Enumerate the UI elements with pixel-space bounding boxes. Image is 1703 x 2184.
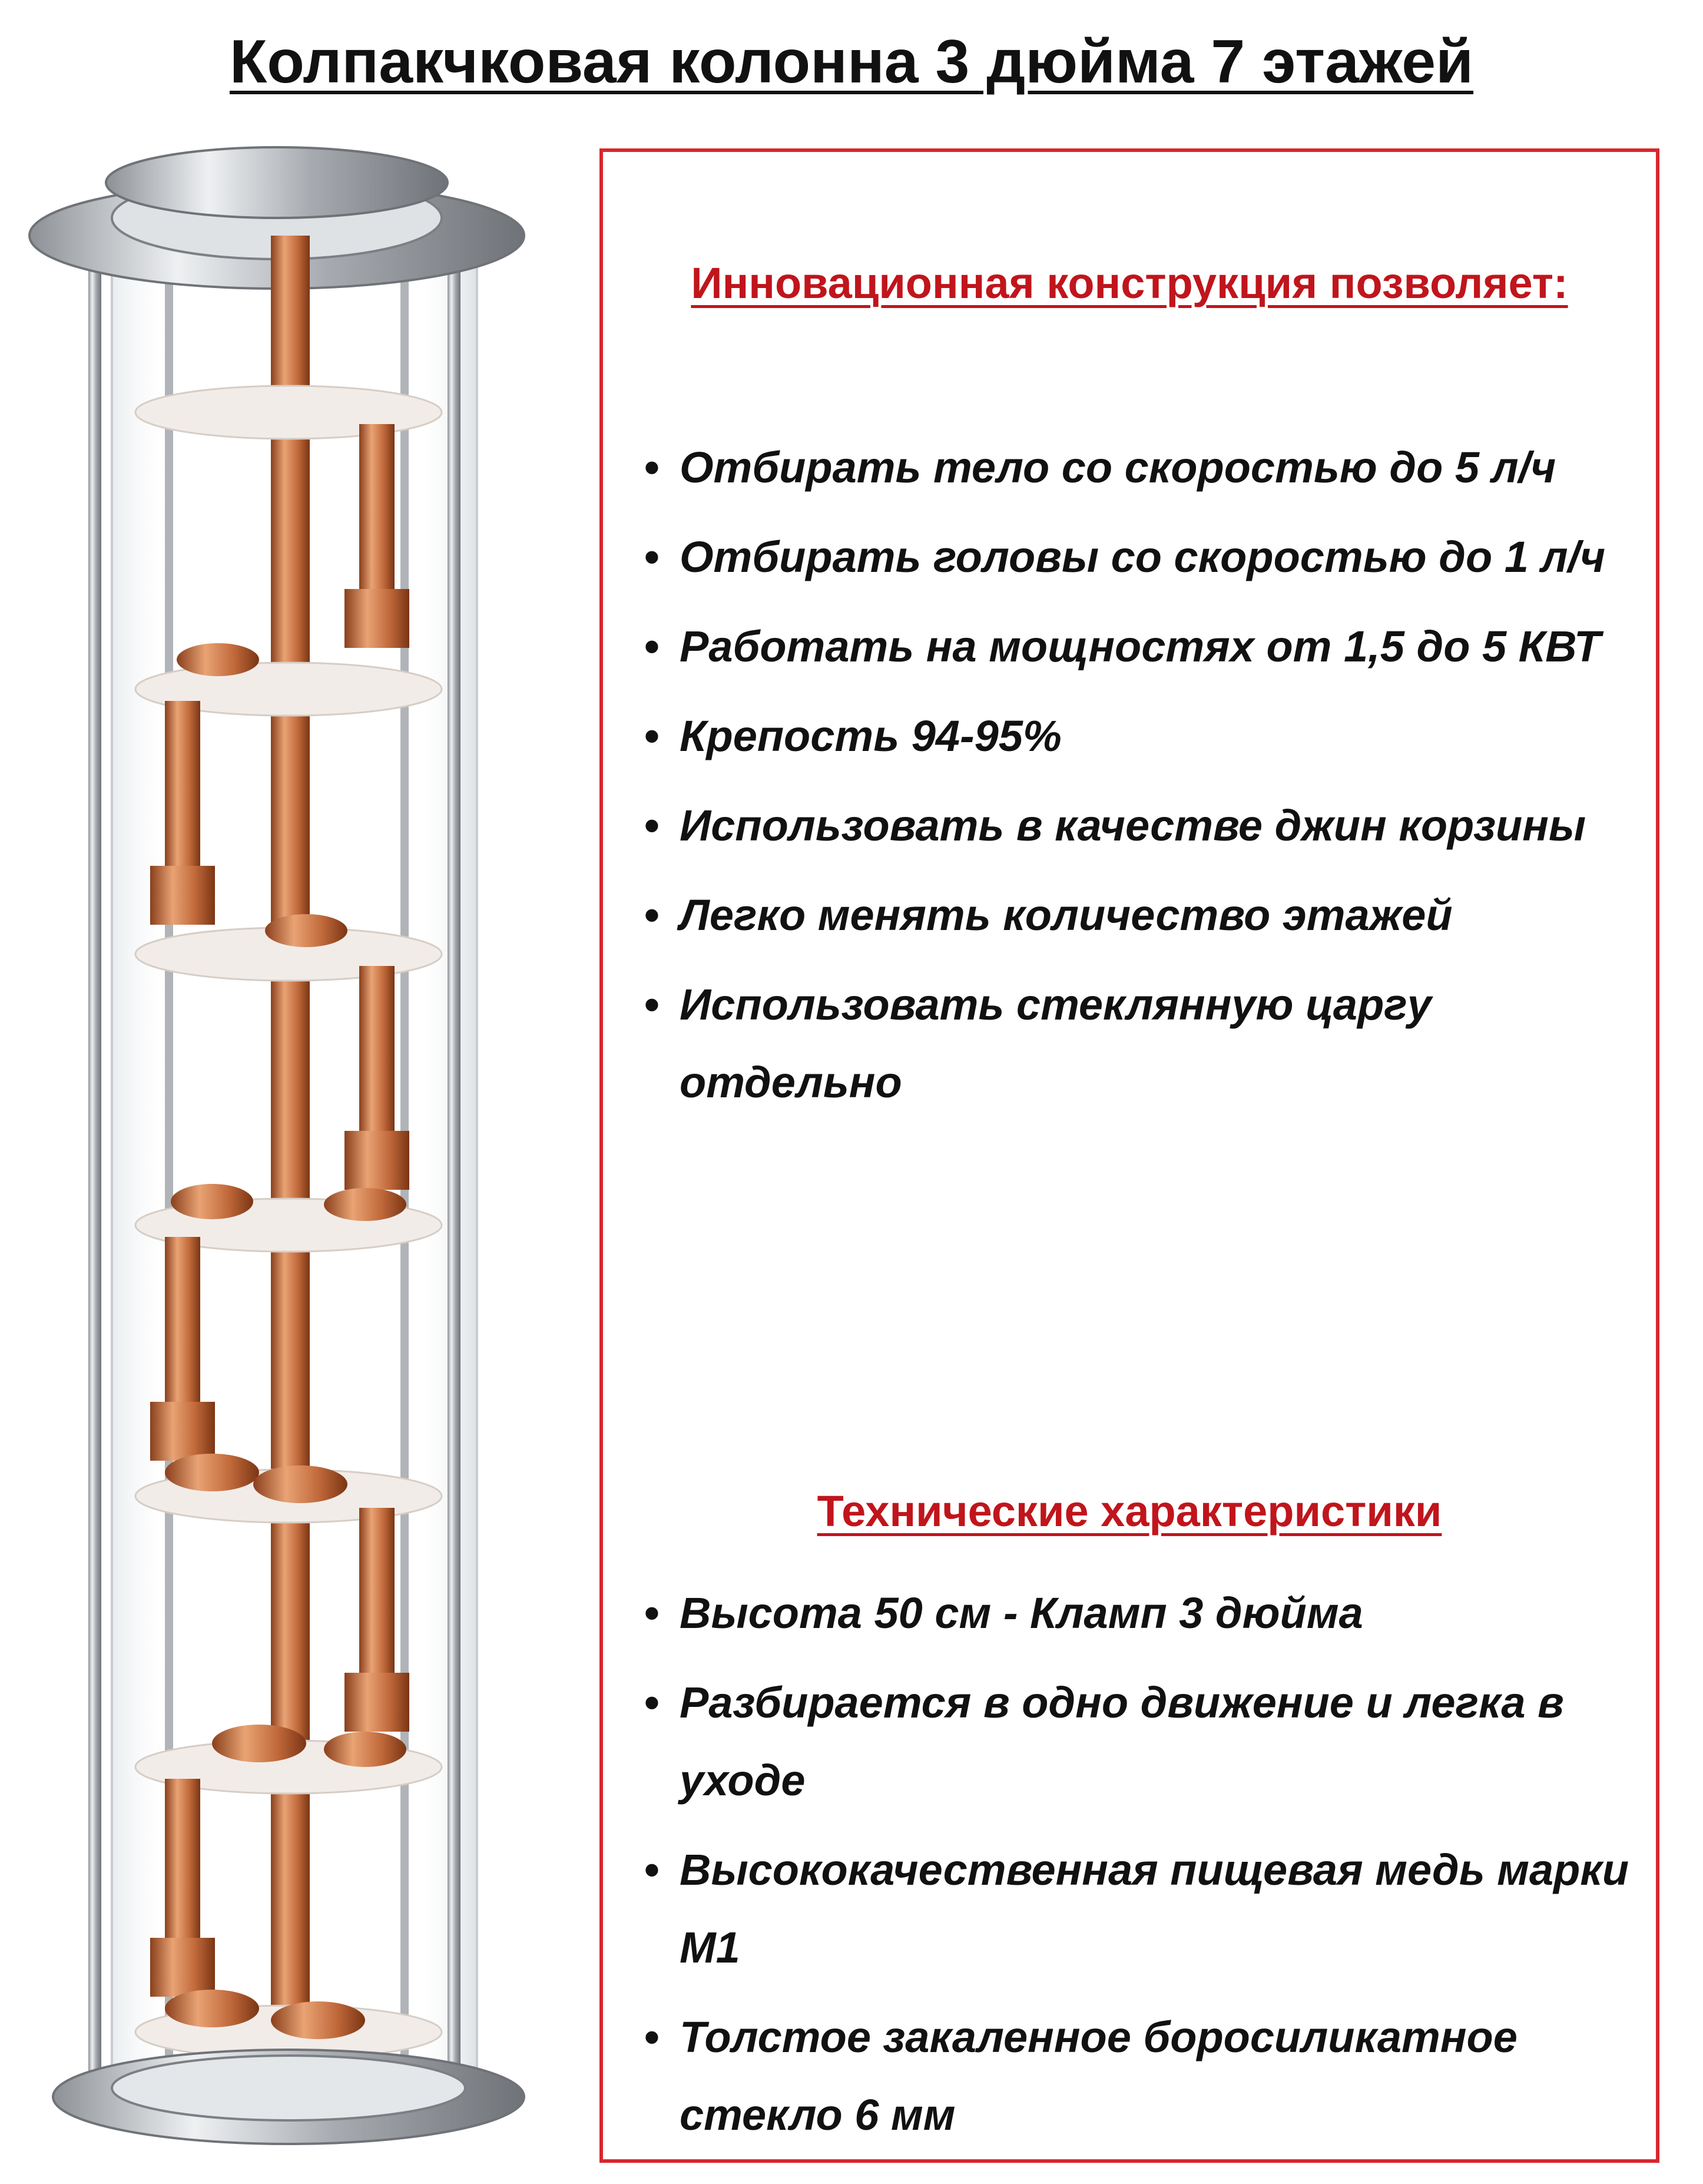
downcomer-6-cup — [150, 1938, 215, 1997]
list-item: • Отбирать головы со скоростью до 1 л/ч — [644, 518, 1645, 596]
list-item: • Высота 50 см - Кламп 3 дюйма — [644, 1574, 1645, 1652]
downcomer-4-cup — [150, 1402, 215, 1461]
bullet-icon: • — [644, 1678, 660, 1727]
list-item: • Разбирается в одно движение и легка в уходе — [644, 1664, 1645, 1819]
rod-left — [88, 247, 101, 2097]
list-item: • Отбирать тело со скоростью до 5 л/ч — [644, 429, 1645, 507]
bullet-icon: • — [644, 532, 660, 581]
list-item: • Легко менять количество этажей — [644, 876, 1645, 954]
list-item: • Использовать в качестве джин корзины — [644, 787, 1645, 865]
cap-4 — [324, 1188, 406, 1221]
downcomer-2-cup — [150, 866, 215, 925]
bullet-icon: • — [644, 801, 660, 850]
downcomer-1-cup — [344, 589, 409, 648]
rod-right — [448, 247, 460, 2097]
list-item: • Толстое закаленное боросиликатное стекло 6 мм — [644, 1998, 1645, 2154]
downcomer-5-cup — [344, 1673, 409, 1732]
cap-7 — [212, 1725, 306, 1762]
features-list — [644, 429, 1645, 1133]
specs-list — [644, 1574, 1645, 2166]
cap-10 — [271, 2001, 365, 2039]
plate-1 — [135, 386, 442, 439]
top-flange-top — [106, 147, 448, 218]
page-title: Колпакчковая колонна 3 дюйма 7 этажей — [229, 28, 1474, 96]
section-heading-features: Инновационная конструкция позволяет: — [691, 259, 1568, 307]
central-tube — [271, 236, 310, 2091]
list-item: • Высококачественная пищевая медь марки М1 — [644, 1831, 1645, 1987]
bottom-flange-inner — [112, 2056, 465, 2120]
bullet-icon: • — [644, 1589, 660, 1637]
cap-2 — [265, 914, 347, 947]
list-item: • Использовать стеклянную царгу отдельно — [644, 966, 1645, 1121]
cap-9 — [165, 1990, 259, 2027]
cap-6 — [253, 1465, 347, 1503]
bullet-icon: • — [644, 1845, 660, 1894]
cap-5 — [165, 1454, 259, 1491]
bullet-icon: • — [644, 443, 660, 492]
column-illustration — [24, 118, 589, 2173]
downcomer-3-cup — [344, 1131, 409, 1190]
cap-8 — [324, 1732, 406, 1767]
bullet-icon: • — [644, 2013, 660, 2061]
section-heading-specs: Технические характеристики — [817, 1487, 1442, 1536]
features-panel — [599, 148, 1659, 2163]
bullet-icon: • — [644, 712, 660, 760]
bullet-icon: • — [644, 891, 660, 939]
bullet-icon: • — [644, 622, 660, 671]
cap-1 — [177, 643, 259, 676]
list-item: • Крепость 94-95% — [644, 697, 1645, 775]
bullet-icon: • — [644, 980, 660, 1029]
list-item: • Работать на мощностях от 1,5 до 5 КВТ — [644, 608, 1645, 686]
cap-3 — [171, 1184, 253, 1219]
